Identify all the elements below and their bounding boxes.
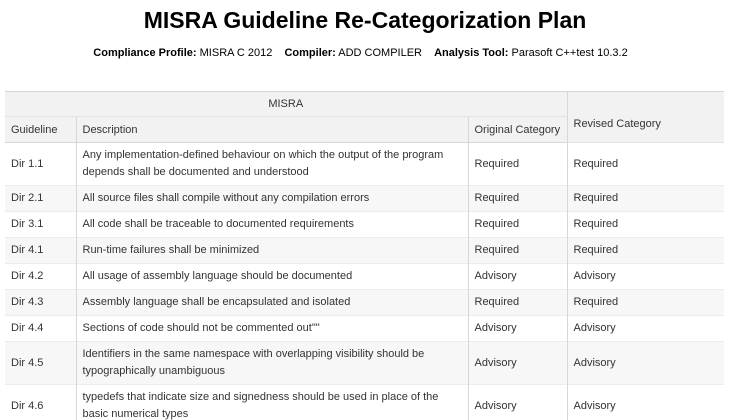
description-cell: All source files shall compile without any compilation errors [76, 186, 468, 212]
table-row [5, 264, 724, 290]
revised-category-cell: Advisory [567, 264, 724, 290]
guideline-cell: Dir 4.3 [5, 290, 76, 316]
original-category-cell: Advisory [468, 264, 567, 290]
description-cell: Identifiers in the same namespace with overlapping visibility should be typographically unambiguous [76, 342, 468, 385]
description-cell: Sections of code should not be commented out"" [76, 316, 468, 342]
revised-category-cell: Advisory [567, 316, 724, 342]
original-category-cell: Required [468, 212, 567, 238]
guideline-cell: Dir 4.4 [5, 316, 76, 342]
table-row [5, 290, 724, 316]
revised-category-cell: Required [567, 238, 724, 264]
revised-category-header: Revised Category [567, 92, 724, 143]
tool-value: Parasoft C++test 10.3.2 [511, 47, 628, 59]
compiler-label: Compiler: [284, 47, 336, 59]
original-category-cell: Required [468, 143, 567, 186]
misra-group-header: MISRA [5, 92, 567, 117]
table-row [5, 238, 724, 264]
table-row [5, 316, 724, 342]
report-meta [0, 46, 730, 60]
revised-category-cell: Required [567, 186, 724, 212]
description-cell: All usage of assembly language should be documented [76, 264, 468, 290]
description-cell: Any implementation-defined behaviour on which the output of the program depends shall be documented and understood [76, 143, 468, 186]
profile-value: MISRA C 2012 [199, 47, 273, 59]
guideline-cell: Dir 4.5 [5, 342, 76, 385]
original-category-cell: Required [468, 290, 567, 316]
guideline-cell: Dir 1.1 [5, 143, 76, 186]
revised-category-cell: Required [567, 290, 724, 316]
table-group-header-row [5, 92, 724, 117]
original-category-cell: Advisory [468, 385, 567, 420]
description-cell: Assembly language shall be encapsulated and isolated [76, 290, 468, 316]
tool-label: Analysis Tool: [434, 47, 509, 59]
original-category-header: Original Category [468, 117, 567, 143]
original-category-cell: Required [468, 186, 567, 212]
revised-category-cell: Advisory [567, 385, 724, 420]
revised-category-cell: Required [567, 212, 724, 238]
guideline-cell: Dir 4.2 [5, 264, 76, 290]
guideline-cell: Dir 2.1 [5, 186, 76, 212]
guideline-cell: Dir 3.1 [5, 212, 76, 238]
description-cell: All code shall be traceable to documented requirements [76, 212, 468, 238]
table-row [5, 186, 724, 212]
recategorization-table [5, 91, 724, 420]
revised-category-cell: Required [567, 143, 724, 186]
description-cell: Run-time failures shall be minimized [76, 238, 468, 264]
table-row [5, 143, 724, 186]
table-row [5, 212, 724, 238]
description-cell: typedefs that indicate size and signedness should be used in place of the basic numerical types [76, 385, 468, 420]
guideline-header: Guideline [5, 117, 76, 143]
original-category-cell: Required [468, 238, 567, 264]
page-title: MISRA Guideline Re-Categorization Plan [143, 7, 587, 33]
table-row [5, 342, 724, 385]
revised-category-cell: Advisory [567, 342, 724, 385]
guideline-cell: Dir 4.6 [5, 385, 76, 420]
original-category-cell: Advisory [468, 342, 567, 385]
description-header: Description [76, 117, 468, 143]
table-row [5, 385, 724, 420]
profile-label: Compliance Profile: [93, 47, 197, 59]
original-category-cell: Advisory [468, 316, 567, 342]
compiler-value: ADD COMPILER [338, 47, 423, 59]
guideline-cell: Dir 4.1 [5, 238, 76, 264]
